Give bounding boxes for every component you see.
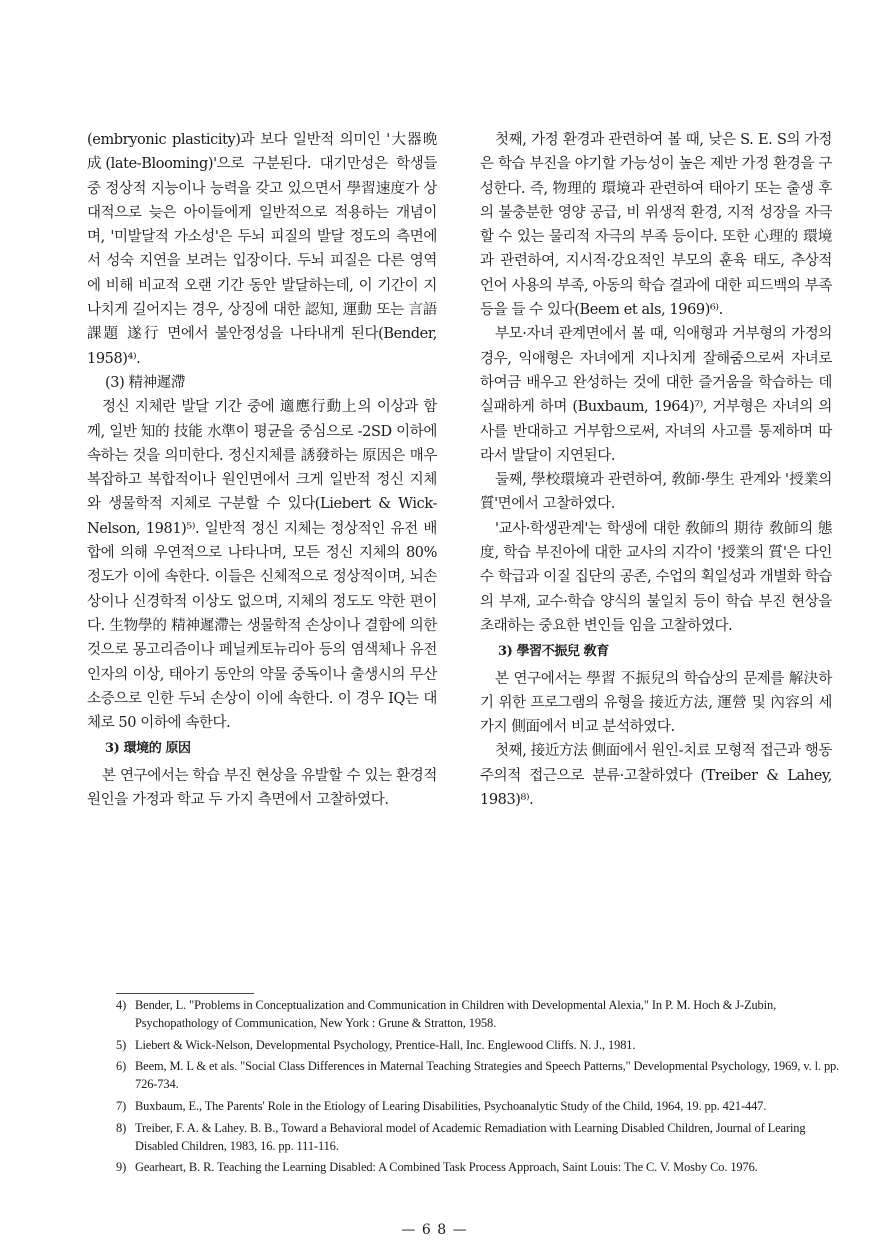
section-heading: 3) 環境的 原因	[105, 741, 191, 757]
footnote	[116, 997, 846, 1033]
footnote-number: 7)	[116, 1098, 127, 1113]
footnote	[116, 1058, 846, 1094]
footnote-number: 6)	[116, 1059, 127, 1074]
right-text-column	[480, 128, 832, 812]
footnote	[116, 1037, 846, 1055]
footnote	[116, 1159, 846, 1177]
paragraph: '교사·학생관계'는 학생에 대한 敎師의 期待 敎師의 態度, 학습 부진아에 대한 교사의 지각이 '授業의 質'은 다인수 학급과 이질 집단의 공존, 수업의 획일성과 개별화 학습의 부재, 교수·학습 양식의 불일치 등이 학습 부진 현상을 초래하는 중요한 변인들 임을 고찰하였다.	[480, 520, 832, 634]
page-number: — 6 8 —	[401, 1222, 468, 1238]
left-text-column	[87, 128, 437, 812]
paragraph: 부모·자녀 관계면에서 볼 때, 익애형과 거부형의 가정의 경우, 익애형은 자녀에게 지나치게 잘해줌으로써 자녀로 하여금 배우고 완성하는 것에 대한 즐거움을 학습하는 데 실패하게 하며 (Buxbaum, 1964)⁷⁾, 거부형은 자녀의 의사를 반대하고 거부함으로써, 자녀의 사고를 통제하며 따라서 발달이 지연된다.	[480, 326, 832, 464]
subsection-heading: (3) 精神遲滯	[105, 374, 185, 391]
footnote-number: 4)	[116, 998, 127, 1012]
footnote-text: Buxbaum, E., The Parents' Role in the Etiology of Learing Disabilities, Psychoanalytic Study of the Child, 1964, 19. pp. 421-447.	[135, 1098, 767, 1113]
paragraph: 본 연구에서는 學習 不振兒의 학습상의 문제를 解決하기 위한 프로그램의 유형을 接近方法, 運營 및 內容의 세 가지 側面에서 비교 분석하였다.	[480, 670, 832, 736]
paragraph: 둘째, 學校環境과 관련하여, 敎師·學生 관계와 '授業의 質'면에서 고찰하였다.	[480, 472, 832, 513]
paragraph: 첫째, 接近方法 側面에서 원인-치료 모형적 접근과 행동주의적 접근으로 분류·고찰하였다 (Treiber & Lahey, 1983)⁸⁾.	[480, 743, 832, 809]
footnotes	[116, 997, 846, 1181]
footnote-number: 9)	[116, 1160, 127, 1175]
footnote	[116, 1098, 846, 1116]
footnote-text: Liebert & Wick-Nelson, Developmental Psychology, Prentice-Hall, Inc. Englewood Cliffs. N. J., 1981.	[135, 1037, 636, 1052]
footnote-text: Gearheart, B. R. Teaching the Learning Disabled: A Combined Task Process Approach, Saint Louis: The C. V. Mosby Co. 1976.	[135, 1160, 758, 1175]
footnote-text: Treiber, F. A. & Lahey. B. B., Toward a Behavioral model of Academic Remadiation with Learning Disabled Children, Journal of Learing Disabled Children, 1983, 16. pp. 111-116.	[135, 1120, 806, 1153]
paragraph: 첫째, 가정 환경과 관련하여 볼 때, 낮은 S. E. S의 가정은 학습 부진을 야기할 가능성이 높은 제반 가정 환경을 구성한다. 즉, 物理的 環境과 관련하여 태아기 또는 출생 후의 불충분한 영양 공급, 비 위생적 환경, 지적 성장을 자극할 수 있는 물리적 자극의 부족 등이다. 또한 心理的 環境과 관련하여, 지시적·강요적인 부모의 훈육 태도, 추상적 언어 사용의 부족, 아동의 학습 결과에 대한 피드백의 부족 등을 들 수 있다(Beem et als, 1969)⁶⁾.	[480, 132, 832, 319]
footnote-text: Bender, L. "Problems in Conceptualization and Communication in Children with Developmental Alexia," In P. M. Hoch & J-Zubin, Psychopathology of Communication, New York : Grune & Stratton, 1958.	[135, 998, 777, 1030]
footnote-divider	[116, 993, 254, 994]
footnote-number: 8)	[116, 1120, 127, 1135]
paragraph: 본 연구에서는 학습 부진 현상을 유발할 수 있는 환경적 원인을 가정과 학교 두 가지 측면에서 고찰하였다.	[87, 767, 437, 809]
footnote-text: Beem, M. L & et als. "Social Class Differences in Maternal Teaching Strategies and Speech Patterns," Developmental Psychology, 1969, v. l. pp. 726-734.	[135, 1059, 840, 1092]
paragraph: (embryonic plasticity)과 보다 일반적 의미인 '大器晩成(late-Blooming)'으로 구분된다. 대기만성은 학생들 중 정상적 지능이나 능력을 갖고 있으면서 學習速度가 상대적으로 늦은 아이들에게 일반적으로 적용하는 개념이며, '미발달적 가소성'은 두뇌 피질의 발달 정도의 측면에서 성숙 지연을 보려는 입장이다. 두뇌 피질은 다른 영역에 비해 비교적 오랜 기간 동안 발달하는데, 이 기간이 지나치게 길어지는 경우, 상징에 대한 認知, 運動 또는 言語課題 遂行 면에서 불안정성을 나타내게 된다(Bender, 1958)⁴⁾.	[87, 132, 437, 367]
footnote-number: 5)	[116, 1037, 127, 1052]
section-heading: 3) 學習不振兒 敎育	[498, 644, 609, 660]
paragraph: 정신 지체란 발달 기간 중에 適應行動上의 이상과 함께, 일반 知的 技能 水準이 평균을 중심으로 -2SD 이하에 속하는 것을 의미한다. 정신지체를 誘發하는 原因은 매우 복잡하고 복합적이나 원인면에서 크게 일반적 정신 지체와 생물학적 지체로 구분할 수 있다(Liebert & Wick-Nelson, 1981)⁵⁾. 일반적 정신 지체는 정상적인 유전 배합에 의해 우연적으로 나타나며, 모든 정신 지체의 80% 정도가 이에 속한다. 이들은 신체적으로 정상적이며, 뇌손상이나 신경학적 이상도 없으며, 지체의 정도도 약한 편이다. 生物學的 精神遲滯는 생물학적 손상이나 결함에 의한 것으로 몽고리즘이나 페닐케토뉴리아 등의 염색체나 유전인자의 이상, 태아기 동안의 약물 중독이나 출생시의 무산소증으로 인한 두뇌 손상이 이에 속한다. 이 경우 IQ는 대체로 50 이하에 속한다.	[87, 399, 437, 732]
footnote	[116, 1120, 846, 1156]
